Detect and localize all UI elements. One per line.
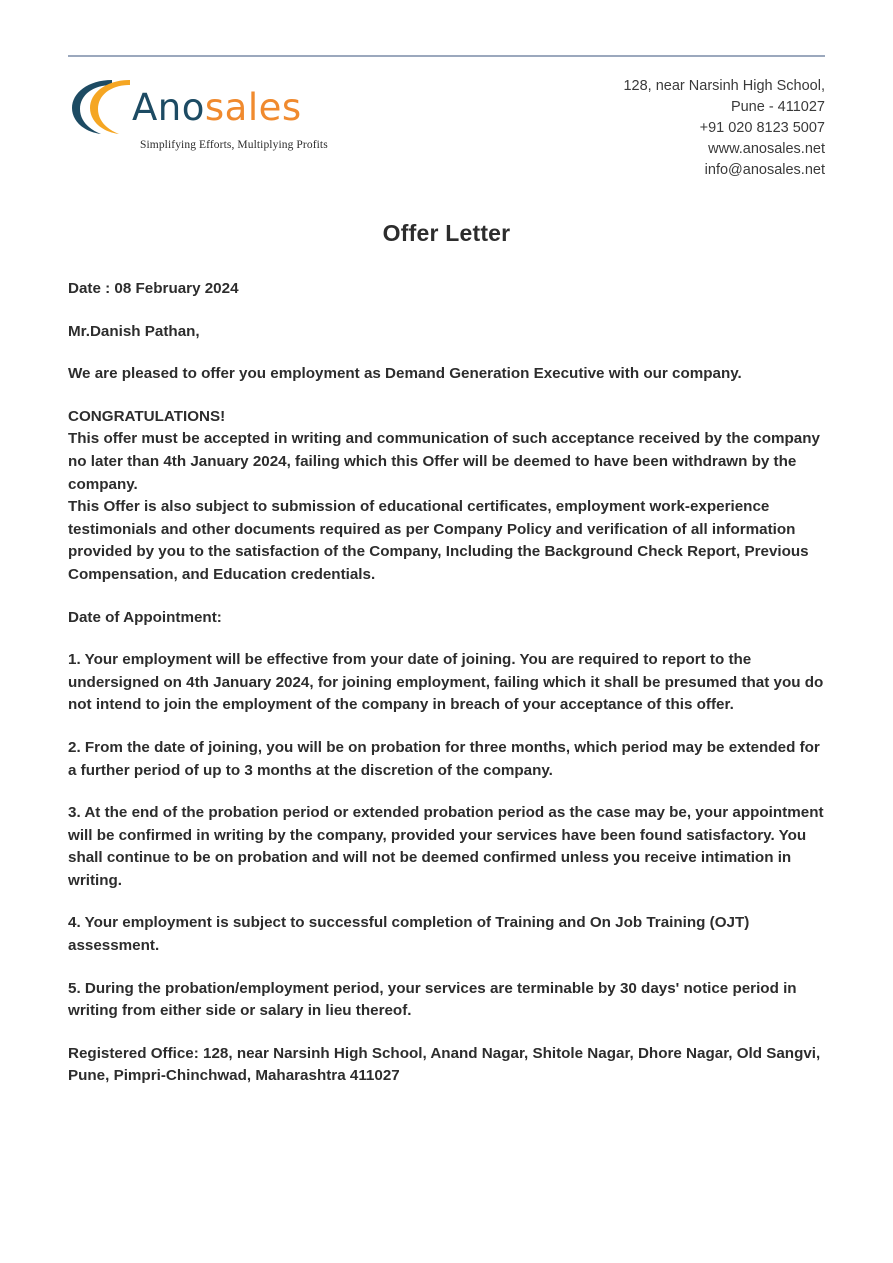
logo-wordmark xyxy=(132,85,302,129)
letterhead xyxy=(68,72,825,181)
logo-tagline: Simplifying Efforts, Multiplying Profits xyxy=(140,139,328,151)
contact-city-line: Pune - 411027 xyxy=(730,99,825,115)
page-title: Offer Letter xyxy=(382,220,511,246)
acceptance-terms: This offer must be accepted in writing and communication of such acceptance received by the company no later than 4th January 2024, failing which this Offer will be deemed to have been withdrawn by the company. xyxy=(68,430,820,493)
clause-1: 1. Your employment will be effective from your date of joining. You are required to report to the undersigned on 4th January 2024, for joining employment, failing which it shall be presumed that you do not intend to join the employment of the company in breach of your acceptance of this offer. xyxy=(68,651,824,714)
anosales-crescent-logo-icon xyxy=(68,76,138,138)
logo-word-ano: Ano xyxy=(132,85,205,129)
clause-3: 3. At the end of the probation period or extended probation period as the case may be, your appointment will be confirmed in writing by the company, provided your services have been found satisfactory. You shall continue to be on probation and will not be deemed confirmed unless you receive intimation in writing. xyxy=(68,804,824,889)
contact-email: info@anosales.net xyxy=(704,162,825,178)
contact-website: www.anosales.net xyxy=(708,141,825,157)
contact-block xyxy=(623,72,825,181)
contact-phone: +91 020 8123 5007 xyxy=(699,120,825,136)
logo-row xyxy=(68,76,368,138)
documents-terms: This Offer is also subject to submission of educational certificates, employment work-experience testimonials and other documents required as per Company Policy and verification of all information provided by you to the satisfaction of the Company, Including the Background Check Report, Previous Compensation, and Education credentials. xyxy=(68,498,809,583)
letter-intro: We are pleased to offer you employment as Demand Generation Executive with our company. xyxy=(68,365,742,383)
registered-office: Registered Office: 128, near Narsinh High School, Anand Nagar, Shitole Nagar, Dhore Nagar, Old Sangvi, Pune, Pimpri-Chinchwad, Maharashtra 411027 xyxy=(68,1044,821,1085)
contact-address-line: 128, near Narsinh High School, xyxy=(623,78,825,94)
company-logo xyxy=(68,72,368,151)
appointment-heading: Date of Appointment: xyxy=(68,608,222,626)
clause-4: 4. Your employment is subject to successful completion of Training and On Job Training (OJT) assessment. xyxy=(68,914,750,955)
clause-5: 5. During the probation/employment period, your services are terminable by 30 days' notice period in writing from either side or salary in lieu thereof. xyxy=(68,979,797,1020)
letter-body xyxy=(68,278,830,1088)
letter-salutation: Mr.Danish Pathan, xyxy=(68,322,200,340)
congratulations-line: CONGRATULATIONS! xyxy=(68,407,226,425)
logo-word-sales: sales xyxy=(204,85,302,129)
clause-2: 2. From the date of joining, you will be on probation for three months, which period may be extended for a further period of up to 3 months at the discretion of the company. xyxy=(68,738,820,779)
header-divider xyxy=(68,55,825,57)
letter-date: Date : 08 February 2024 xyxy=(68,280,239,297)
